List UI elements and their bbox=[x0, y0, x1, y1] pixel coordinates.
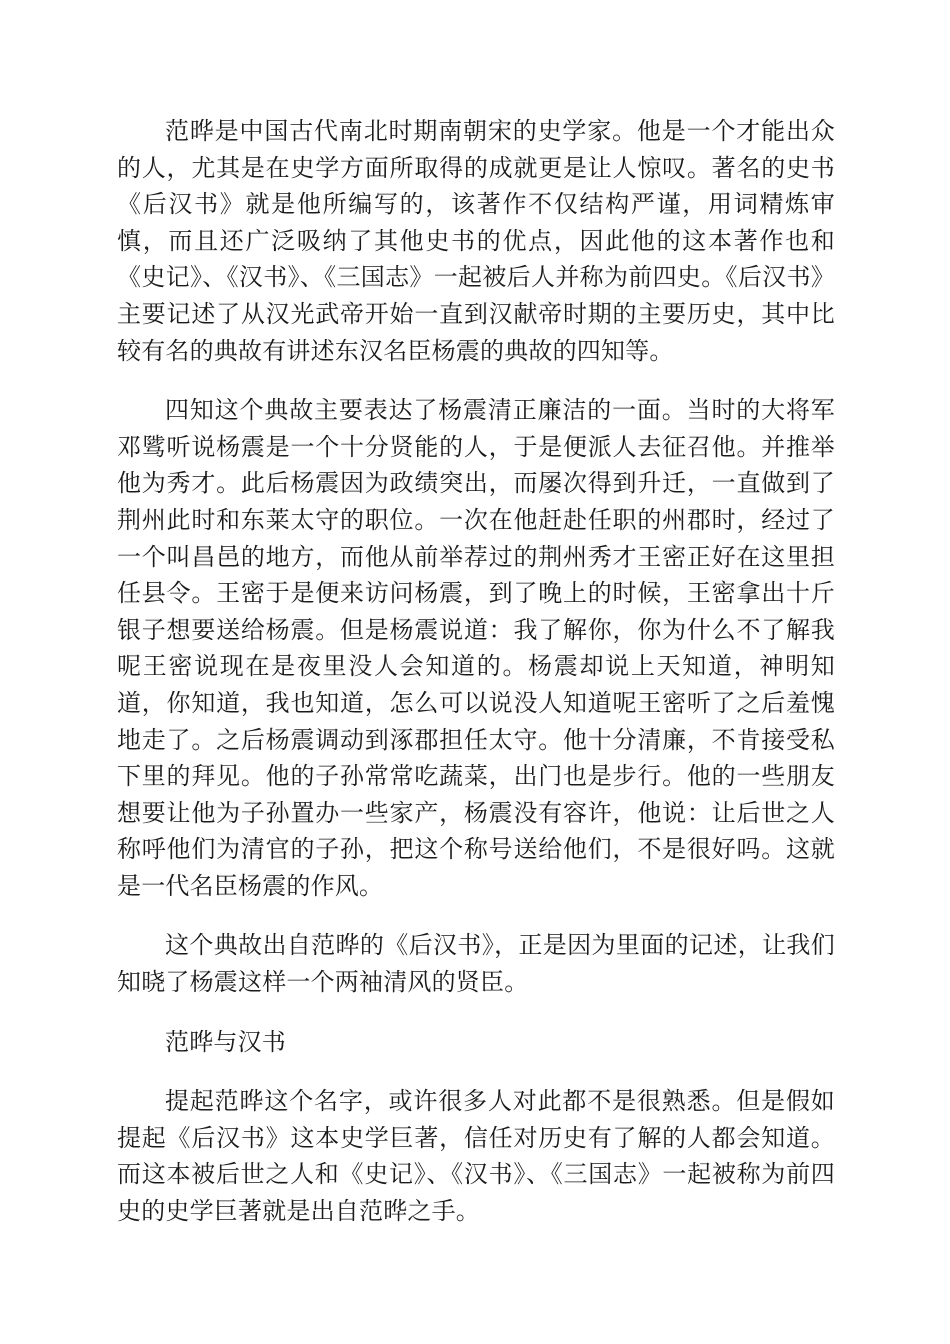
paragraph-story-source: 这个典故出自范晔的《后汉书》，正是因为里面的记述，让我们知晓了杨震这样一个两袖清风的贤臣。 bbox=[117, 931, 835, 997]
document-page bbox=[117, 113, 835, 1253]
paragraph-si-zhi-story: 四知这个典故主要表达了杨震清正廉洁的一面。当时的大将军邓骘听说杨震是一个十分贤能的人，于是便派人去征召他。并推举他为秀才。此后杨震因为政绩突出，而屡次得到升迁，一直做到了荆州此时和东莱太守的职位。一次在他赶赴任职的州郡时，经过了一个叫昌邑的地方，而他从前举荐过的荆州秀才王密正好在这里担任县令。王密于是便来访问杨震，到了晚上的时候，王密拿出十斤银子想要送给杨震。但是杨震说道：我了解你，你为什么不了解我呢王密说现在是夜里没人会知道的。杨震却说上天知道，神明知道，你知道，我也知道，怎么可以说没人知道呢王密听了之后羞愧地走了。之后杨震调动到涿郡担任太守。他十分清廉，不肯接受私下里的拜见。他的子孙常常吃蔬菜，出门也是步行。他的一些朋友想要让他为子孙置办一些家产，杨震没有容许，他说：让后世之人称呼他们为清官的子孙，把这个称号送给他们，不是很好吗。这就是一代名臣杨震的作风。 bbox=[117, 396, 835, 900]
paragraph-fan-ye-han-shu: 提起范晔这个名字，或许很多人对此都不是很熟悉。但是假如提起《后汉书》这本史学巨著，信任对历史有了解的人都会知道。而这本被后世之人和《史记》、《汉书》、《三国志》一起被称为前四史的史学巨著就是出自范晔之手。 bbox=[117, 1087, 835, 1226]
paragraph-fan-ye-intro: 范晔是中国古代南北时期南朝宋的史学家。他是一个才能出众的人，尤其是在史学方面所取得的成就更是让人惊叹。著名的史书《后汉书》就是他所编写的，该著作不仅结构严谨，用词精炼审慎，而且还广泛吸纳了其他史书的优点，因此他的这本著作也和《史记》、《汉书》、《三国志》一起被后人并称为前四史。《后汉书》主要记述了从汉光武帝开始一直到汉献帝时期的主要历史，其中比较有名的典故有讲述东汉名臣杨震的典故的四知等。 bbox=[117, 117, 835, 365]
section-heading: 范晔与汉书 bbox=[165, 1027, 286, 1056]
